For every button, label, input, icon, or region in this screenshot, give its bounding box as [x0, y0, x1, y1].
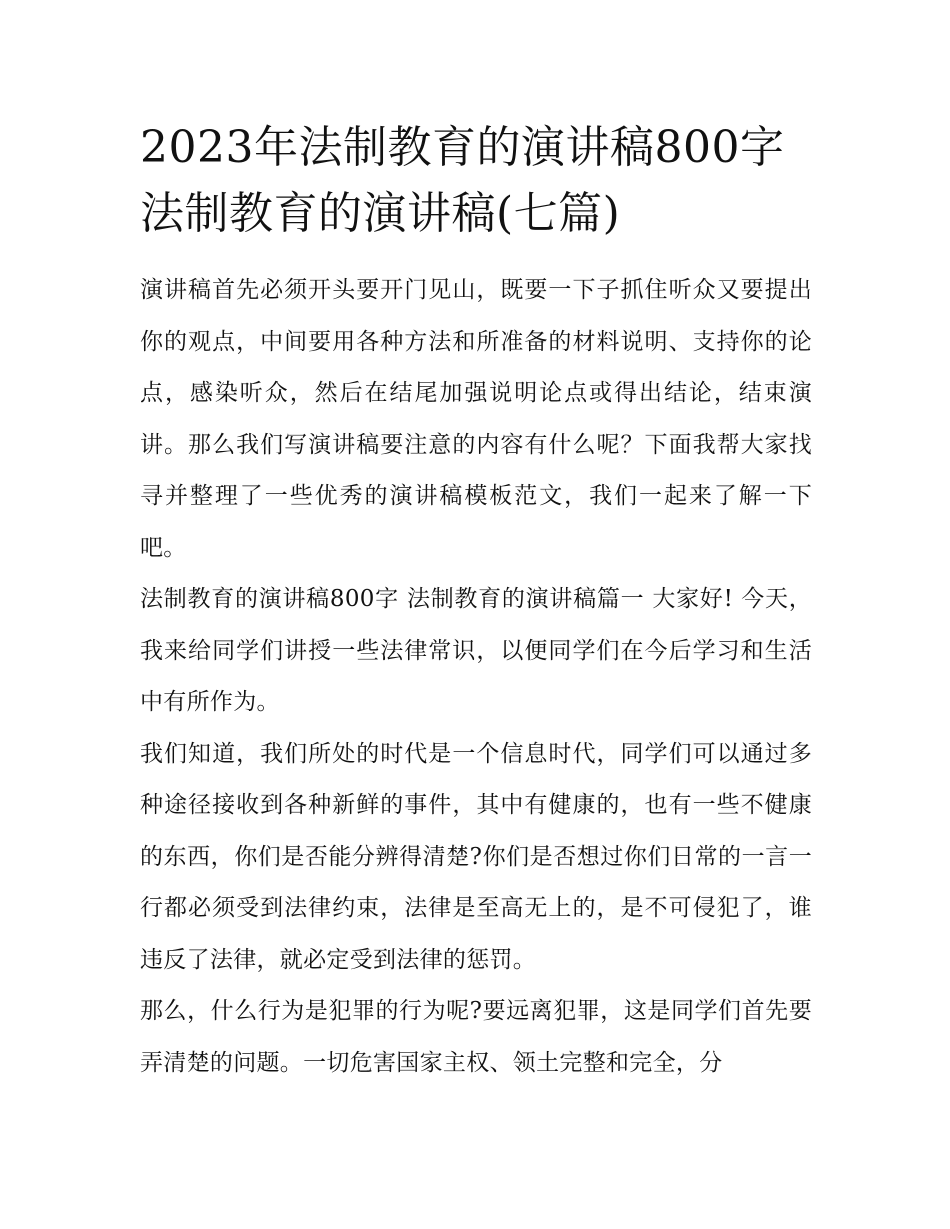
- paragraph-speech-opening: 法制教育的演讲稿800字 法制教育的演讲稿篇一 大家好! 今天，我来给同学们讲授一些法律常识，以便同学们在今后学习和生活中有所作为。: [140, 586, 812, 715]
- document-body: [140, 115, 812, 1089]
- paragraph-crime-definition: 那么，什么行为是犯罪的行为呢?要远离犯罪，这是同学们首先要弄清楚的问题。一切危害国家主权、领土完整和完全，分: [140, 998, 812, 1076]
- paragraph-information-age: 我们知道，我们所处的时代是一个信息时代，同学们可以通过多种途径接收到各种新鲜的事件，其中有健康的，也有一些不健康的东西，你们是否能分辨得清楚?你们是否想过你们日常的一言一行都必须受到法律约束，法律是至高无上的，是不可侵犯了，谁违反了法律，就必定受到法律的惩罚。: [140, 740, 812, 973]
- paragraph-intro: 演讲稿首先必须开头要开门见山，既要一下子抓住听众又要提出你的观点，中间要用各种方法和所准备的材料说明、支持你的论点，感染听众，然后在结尾加强说明论点或得出结论，结束演讲。那么我们写演讲稿要注意的内容有什么呢？下面我帮大家找寻并整理了一些优秀的演讲稿模板范文，我们一起来了解一下吧。: [140, 277, 812, 561]
- document-title: 2023年法制教育的演讲稿800字 法制教育的演讲稿(七篇): [140, 122, 785, 239]
